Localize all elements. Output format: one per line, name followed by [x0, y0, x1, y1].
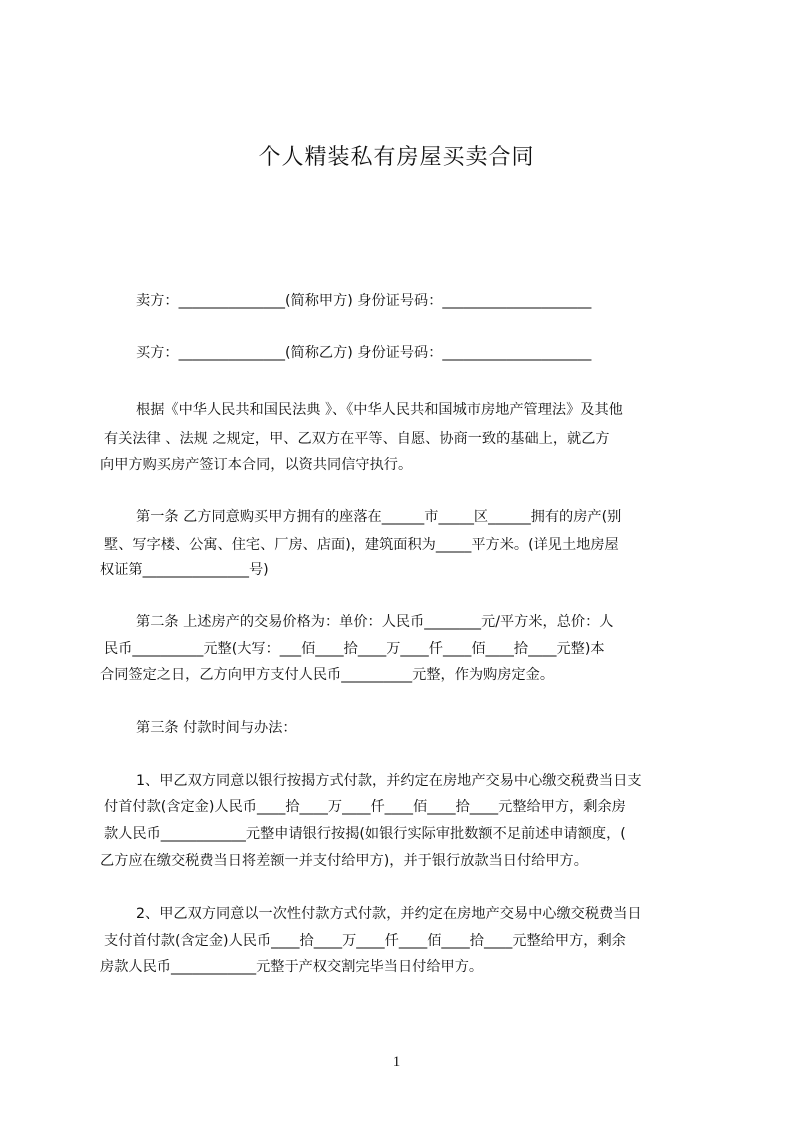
clause1-line-1: 1、甲乙双方同意以银行按揭方式付款，并约定在房地产交易中心缴交税费当日支 — [136, 773, 642, 789]
article1-line-2: 墅、写字楼、公寓、住宅、厂房、店面)，建筑面积为_____平方米。(详见土地房屋 — [104, 537, 619, 553]
preamble-line-1: 根据《中华人民共和国民法典 》、《中华人民共和国城市房地产管理法》及其他 — [136, 402, 623, 418]
article2-line-3: 合同签定之日，乙方向甲方支付人民币__________元整，作为购房定金。 — [100, 667, 555, 683]
article1-line-1: 第一条 乙方同意购买甲方拥有的座落在______市_____区______拥有的房产(别 — [136, 509, 622, 525]
seller-line: 卖方：_______________(简称甲方) 身份证号码：_____________________ — [136, 293, 592, 309]
clause2-line-3: 房款人民币____________元整于产权交割完毕当日付给甲方。 — [100, 959, 484, 975]
article2-line-1: 第二条 上述房产的交易价格为：单价：人民币________元/平方米，总价：人 — [136, 614, 614, 630]
page-number: 1 — [392, 1054, 401, 1070]
buyer-line: 买方：_______________(简称乙方) 身份证号码：_____________________ — [136, 345, 592, 361]
article3-heading: 第三条 付款时间与办法： — [136, 720, 297, 736]
clause1-line-4: 乙方应在缴交税费当日将差额一并支付给甲方)，并于银行放款当日付给甲方。 — [100, 853, 588, 869]
clause1-line-2: 付首付款(含定金)人民币____拾____万____仟____佰____拾____元整给甲方，剩余房 — [104, 799, 626, 815]
document-title: 个人精装私有房屋买卖合同 — [258, 145, 535, 170]
article2-line-2: 民币__________元整(大写：___佰____拾____万____仟____佰____拾____元整)本 — [104, 641, 605, 657]
clause2-line-1: 2、甲乙双方同意以一次性付款方式付款，并约定在房地产交易中心缴交税费当日 — [136, 906, 642, 922]
preamble-line-2: 有关法律 、法规 之规定，甲、乙双方在平等、自愿、协商一致的基础上，就乙方 — [104, 431, 610, 447]
clause1-line-3: 款人民币____________元整申请银行按揭(如银行实际审批数额不足前述申请额度，( — [104, 826, 626, 842]
article1-line-3: 权证第_______________号) — [100, 562, 269, 578]
preamble-line-3: 向甲方购买房产签订本合同，以资共同信守执行。 — [100, 457, 413, 473]
clause2-line-2: 支付首付款(含定金)人民币____拾____万____仟____佰____拾____元整给甲方，剩余 — [104, 933, 626, 949]
